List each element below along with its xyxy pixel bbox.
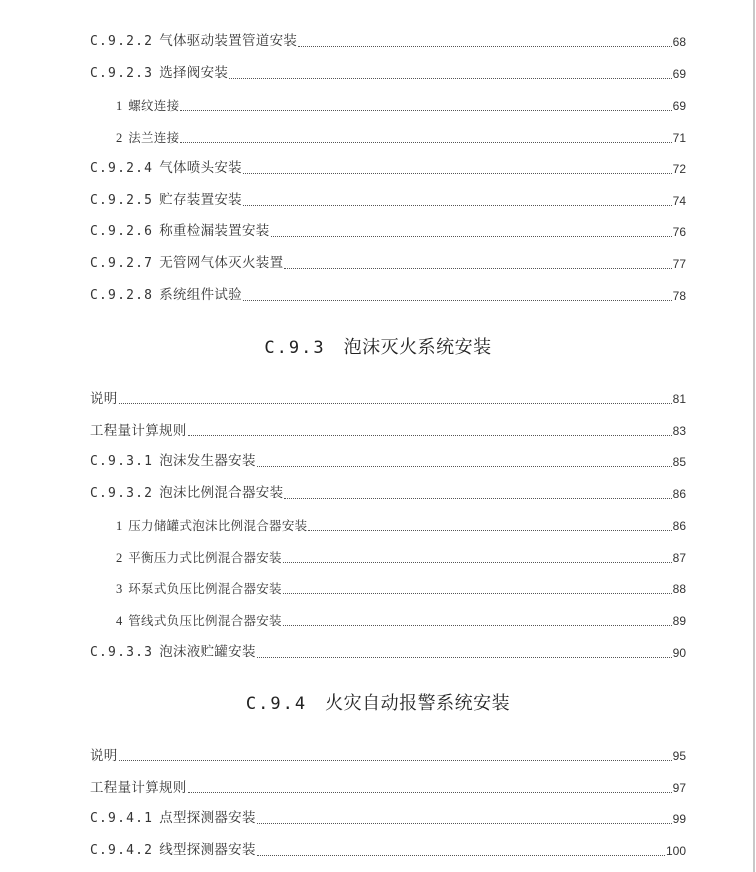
toc-entry-code: 1 — [116, 99, 123, 113]
dot-leader — [284, 267, 671, 269]
toc-entry-title: 环泵式负压比例混合器安装 — [128, 581, 282, 596]
toc-page-number: 83 — [672, 424, 686, 438]
toc-page-number: 95 — [672, 749, 686, 763]
toc-entry-text — [90, 65, 228, 82]
toc-page-number: 87 — [672, 551, 686, 565]
toc-entry-text — [90, 255, 283, 272]
toc-entry[interactable] — [90, 807, 686, 827]
toc-entry-code: C.9.2.2 — [90, 34, 154, 49]
section-code: C.9.4 — [245, 694, 308, 714]
toc-entry[interactable] — [116, 126, 686, 146]
toc-entry[interactable] — [90, 482, 686, 502]
toc-entry-text — [90, 780, 187, 796]
toc-entry-text — [90, 842, 256, 859]
dot-leader — [188, 791, 672, 793]
toc-entry-code: 4 — [116, 614, 123, 628]
toc-entry[interactable] — [90, 450, 686, 470]
toc-entry-title: 气体喷头安装 — [159, 160, 242, 176]
section-title: 泡沫灭火系统安装 — [343, 337, 492, 358]
toc-page-number: 71 — [672, 131, 686, 145]
toc-page-number: 77 — [672, 257, 686, 271]
toc-entry[interactable] — [90, 189, 686, 209]
toc-page-number: 74 — [672, 194, 686, 208]
toc-entry[interactable] — [90, 30, 686, 50]
section-heading-c93 — [0, 333, 756, 359]
dot-leader — [271, 235, 672, 237]
dot-leader — [284, 497, 671, 499]
toc-entry[interactable] — [90, 776, 686, 796]
toc-page-number: 78 — [672, 289, 686, 303]
section-heading-c94 — [0, 689, 756, 715]
toc-entry-code: 2 — [116, 551, 123, 565]
toc-entry-title: 泡沫发生器安装 — [159, 453, 256, 469]
toc-entry-code: C.9.2.3 — [90, 66, 154, 81]
toc-page-number: 100 — [665, 844, 686, 858]
dot-leader — [283, 561, 672, 563]
toc-entry-text — [90, 287, 242, 304]
toc-entry[interactable] — [116, 514, 686, 534]
toc-entry-code: C.9.2.6 — [90, 224, 154, 239]
toc-entry-text — [116, 613, 282, 629]
section-title: 火灾自动报警系统安装 — [325, 693, 511, 714]
toc-page-number: 97 — [672, 781, 686, 795]
dot-leader — [257, 854, 665, 856]
toc-entry[interactable] — [90, 157, 686, 177]
toc-page-number: 69 — [672, 99, 686, 113]
dot-leader — [308, 529, 671, 531]
toc-entry-title: 气体驱动装置管道安装 — [159, 33, 298, 49]
toc-entry-text — [116, 98, 179, 114]
toc-entry-title: 泡沫比例混合器安装 — [159, 485, 284, 501]
toc-entry-text — [90, 423, 187, 439]
toc-entry-code: C.9.3.1 — [90, 454, 154, 469]
toc-entry[interactable] — [116, 94, 686, 114]
toc-entry-code: C.9.4.1 — [90, 811, 154, 826]
toc-entry-code: C.9.3.3 — [90, 645, 154, 660]
dot-leader — [119, 759, 672, 761]
dot-leader — [188, 434, 672, 436]
dot-leader — [257, 465, 672, 467]
toc-entry-text — [90, 391, 118, 407]
toc-page-number: 81 — [672, 392, 686, 406]
toc-entry-text — [90, 810, 256, 827]
toc-entry[interactable] — [90, 220, 686, 240]
toc-page-number: 69 — [672, 67, 686, 81]
toc-entry[interactable] — [90, 252, 686, 272]
toc-page-number: 72 — [672, 162, 686, 176]
toc-entry-code: 3 — [116, 582, 123, 596]
dot-leader — [257, 656, 672, 658]
toc-entry-title: 工程量计算规则 — [90, 780, 187, 796]
dot-leader — [283, 592, 672, 594]
toc-entry-code: C.9.2.5 — [90, 193, 154, 208]
dot-leader — [243, 204, 672, 206]
toc-entry-code: 2 — [116, 131, 123, 145]
toc-entry-title: 螺纹连接 — [128, 98, 180, 113]
toc-entry-text — [90, 160, 242, 177]
toc-entry[interactable] — [90, 387, 686, 407]
toc-entry[interactable] — [90, 641, 686, 661]
dot-leader — [229, 77, 671, 79]
toc-entry-title: 管线式负压比例混合器安装 — [128, 613, 282, 628]
toc-page-number: 85 — [672, 455, 686, 469]
toc-entry-text — [90, 453, 256, 470]
toc-page-number: 99 — [672, 812, 686, 826]
toc-entry[interactable] — [90, 744, 686, 764]
dot-leader — [119, 402, 672, 404]
toc-entry-title: 贮存装置安装 — [159, 192, 242, 208]
toc-entry-title: 称重检漏装置安装 — [159, 223, 270, 239]
toc-entry[interactable] — [90, 839, 686, 859]
toc-entry[interactable] — [90, 284, 686, 304]
toc-page-number: 76 — [672, 225, 686, 239]
toc-entry-code: C.9.2.4 — [90, 161, 154, 176]
toc-entry-title: 说明 — [90, 391, 118, 407]
toc-entry[interactable] — [90, 62, 686, 82]
toc-page-number: 89 — [672, 614, 686, 628]
toc-entry-code: C.9.4.2 — [90, 843, 154, 858]
toc-entry-title: 工程量计算规则 — [90, 423, 187, 439]
toc-entry-title: 点型探测器安装 — [159, 810, 256, 826]
dot-leader — [257, 822, 672, 824]
dot-leader — [180, 141, 671, 143]
dot-leader — [243, 299, 672, 301]
toc-entry-code: C.9.3.2 — [90, 486, 154, 501]
toc-entry-title: 系统组件试验 — [159, 287, 242, 303]
toc-entry[interactable] — [116, 546, 686, 566]
toc-entry-text — [90, 644, 256, 661]
toc-entry-text — [90, 192, 242, 209]
toc-entry-text — [90, 748, 118, 764]
toc-page-number: 90 — [672, 646, 686, 660]
dot-leader — [243, 172, 672, 174]
toc-entry-text — [90, 485, 283, 502]
toc-entry-code: C.9.2.7 — [90, 256, 154, 271]
toc-entry-text — [90, 33, 297, 50]
toc-entry-code: 1 — [116, 519, 123, 533]
section-code: C.9.3 — [264, 338, 326, 358]
toc-entry-text — [116, 518, 307, 534]
toc-page-number: 68 — [672, 35, 686, 49]
toc-entry-title: 说明 — [90, 748, 118, 764]
toc-page-number: 88 — [672, 582, 686, 596]
toc-page-number: 86 — [672, 487, 686, 501]
dot-leader — [180, 109, 671, 111]
toc-entry-title: 选择阀安装 — [159, 65, 229, 81]
toc-entry-text — [116, 550, 282, 566]
dot-leader — [298, 45, 671, 47]
dot-leader — [283, 624, 672, 626]
toc-entry[interactable] — [90, 419, 686, 439]
toc-entry-title: 线型探测器安装 — [159, 842, 256, 858]
toc-entry-title: 法兰连接 — [128, 130, 180, 145]
toc-entry-title: 平衡压力式比例混合器安装 — [128, 550, 282, 565]
toc-entry-title: 无管网气体灭火装置 — [159, 255, 284, 271]
toc-entry-text — [116, 130, 179, 146]
page-edge-divider — [753, 0, 755, 872]
toc-page-number: 86 — [672, 519, 686, 533]
toc-entry-title: 泡沫液贮罐安装 — [159, 644, 256, 660]
toc-entry[interactable] — [116, 577, 686, 597]
toc-entry-code: C.9.2.8 — [90, 288, 154, 303]
toc-entry-title: 压力储罐式泡沫比例混合器安装 — [128, 518, 308, 533]
toc-entry-text — [90, 223, 270, 240]
toc-entry[interactable] — [116, 609, 686, 629]
toc-entry-text — [116, 581, 282, 597]
